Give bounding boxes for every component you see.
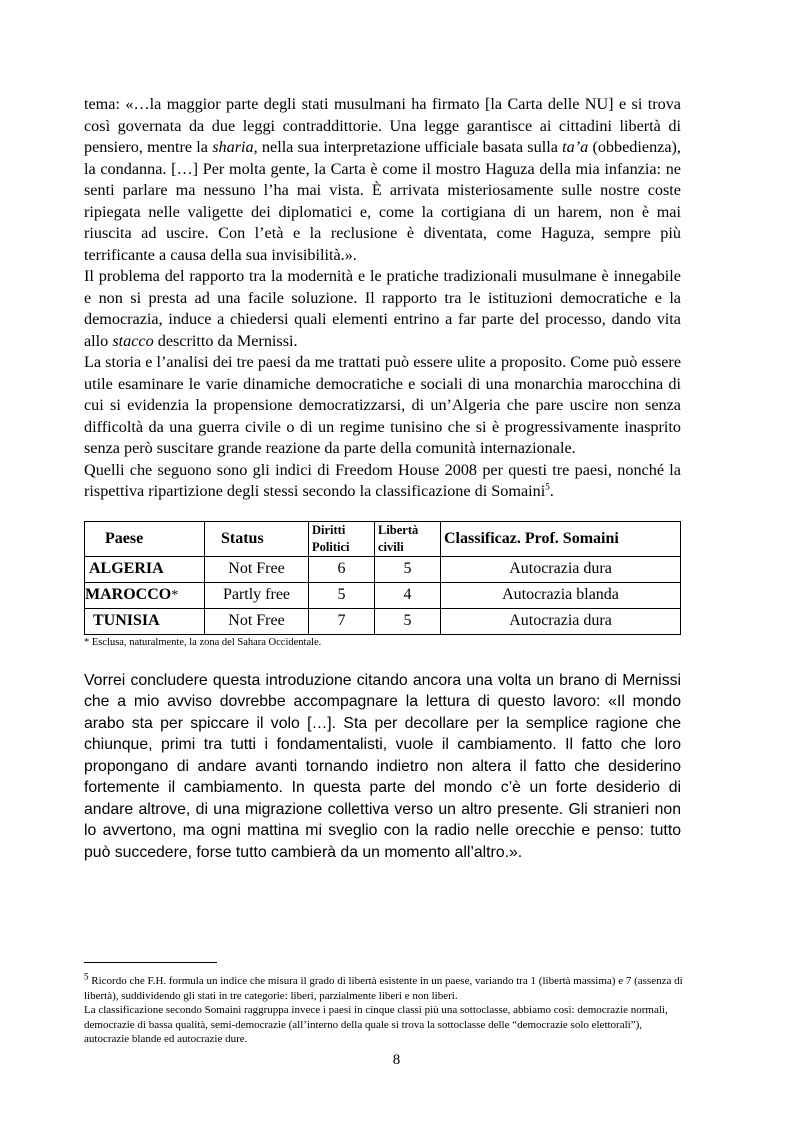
cell-country [85,608,205,634]
footnote-line: La classificazione secondo Somaini raggruppa invece i paesi in cinque classi più una sottoclasse, abbiamo così: democrazie normali, democrazie di bassa qualità, semi-democrazie (all’interno della quale si trova la sottoclasse delle “democrazie solo elettorali”), autocrazie blande ed autocrazie dure. [84,1004,668,1045]
footnote-divider [84,962,217,963]
header-diritti-politici [309,521,375,556]
cell-liberta: 4 [375,582,441,608]
country-name: MAROCCO [85,586,172,603]
cell-status: Not Free [205,556,309,582]
text-run: Quelli che seguono sono gli indici di Freedom House 2008 per questi tre paesi, nonché la rispettiva ripartizione degli stessi secondo la classificazione di Somaini [84,460,681,500]
asterisk-marker: * [171,588,179,603]
table-row [85,608,681,634]
italic-term-stacco: stacco [112,331,154,350]
header-status: Status [205,521,309,556]
cell-classificaz: Autocrazia dura [441,556,681,582]
cell-liberta: 5 [375,556,441,582]
header-line: Diritti [312,522,346,537]
page-number: 8 [392,1052,401,1068]
header-liberta-civili [375,521,441,556]
table-header-row [85,521,681,556]
text-run: (obbedienza), la condanna. […] Per molta gente, la Carta è come il mostro Haguza della mia infanzia: ne senti parlare ma nessuno l’ha mai vista. È arrivata misteriosamente sulle nostre coste ripiegata nelle valigette dei diplomatici e, come la cortigiana di un harem, non è mai riuscita ad uscire. Con l’età e la reclusione è diventata, come Haguza, sempre più terrificante a causa della sua invisibilità.». [84,138,681,264]
italic-term-taa: ta’a [562,138,589,156]
freedom-house-table [84,521,681,635]
italic-term-sharia: sharia [212,138,254,156]
cell-status: Not Free [205,608,309,634]
cell-classificaz: Autocrazia dura [441,608,681,634]
paragraph-quote-carta [84,94,681,266]
cell-status: Partly free [205,582,309,608]
text-run: , nella sua interpretazione ufficiale basata sulla [253,138,563,156]
freedom-table-wrapper [84,521,681,648]
header-line: Politici [312,539,350,554]
paragraph-modernita [84,266,681,352]
header-line: civili [378,539,404,554]
text-run: Il problema del rapporto tra la modernità e le pratiche tradizionali musulmane è innegabile e non si presta ad una facile soluzione. Il rapporto tra le istituzioni democratiche e la democrazia, induce a chiedersi quali elementi entrino a far parte del processo, dando vita allo [84,267,681,350]
table-note: * Esclusa, naturalmente, la zona del Sahara Occidentale. [84,636,322,648]
cell-country [85,582,205,608]
paragraph-freedom-house [84,460,681,503]
header-classificaz: Classificaz. Prof. Somaini [441,521,681,556]
text-run: descritto da Mernissi. [153,331,298,350]
text-run: tema: «…la maggior parte degli stati musulmani ha firmato [la Carta delle NU] e si trova così governata da due leggi contraddittorie. Una legge garantisce ai cittadini libertà di pensiero, mentre la [84,95,681,156]
footnote [84,971,684,1047]
cell-diritti: 6 [309,556,375,582]
cell-classificaz: Autocrazia blanda [441,582,681,608]
cell-liberta: 5 [375,608,441,634]
table-row [85,556,681,582]
footnote-line [84,971,684,1003]
footnote-text: Ricordo che F.H. formula un indice che misura il grado di libertà esistente in un paese, variando tra 1 (libertà massima) e 7 (assenza di libertà), suddividendo gli stati in tre categorie: liberi, parzialmente liberi e non liberi. [84,975,683,1002]
cell-country [85,556,205,582]
header-line: Libertà [378,522,419,537]
cell-diritti: 5 [309,582,375,608]
header-paese: Paese [85,521,205,556]
page-body [84,94,681,879]
paragraph-conclusion: Vorrei concludere questa introduzione citando ancora una volta un brano di Mernissi che a mio avviso dovrebbe accompagnare la lettura di questo lavoro: «Il mondo arabo sta per spiccare il volo […]. Sta per decollare per la semplice ragione che chiunque, primi tra tutti i fondamentalisti, vuole il cambiamento. Il fatto che loro propongano di andare avanti tornando indietro non altera il fatto che desiderino fortemente il cambiamento. In questa parte del mondo c’è un forte desiderio di andare altrove, di una migrazione collettiva verso un altro presente. Gli stranieri non lo avvertono, ma ogni mattina mi sveglio con la radio nelle orecchie e penso: tutto può succedere, forse tutto cambierà da un momento all’altro.». [84,671,681,861]
paragraph-tre-paesi: La storia e l’analisi dei tre paesi da me trattati può essere ulite a proposito. Come può essere utile esaminare le varie dinamiche democratiche e sociali di una monarchia marocchina di cui si evidenzia la propensione democratizzarsi, di un’Algeria che pare uscire non senza difficoltà da una guerra civile o di un regime tunisino che si è progressivamente inasprito senza però suscitare grande reazione da parte della comunità internazionale. [84,353,681,457]
footnote-number: 5 [84,971,89,982]
country-name: ALGERIA [89,560,164,577]
footnote-reference[interactable]: 5 [545,481,550,492]
text-run: . [549,482,554,500]
table-row [85,582,681,608]
cell-diritti: 7 [309,608,375,634]
country-name: TUNISIA [93,612,160,629]
